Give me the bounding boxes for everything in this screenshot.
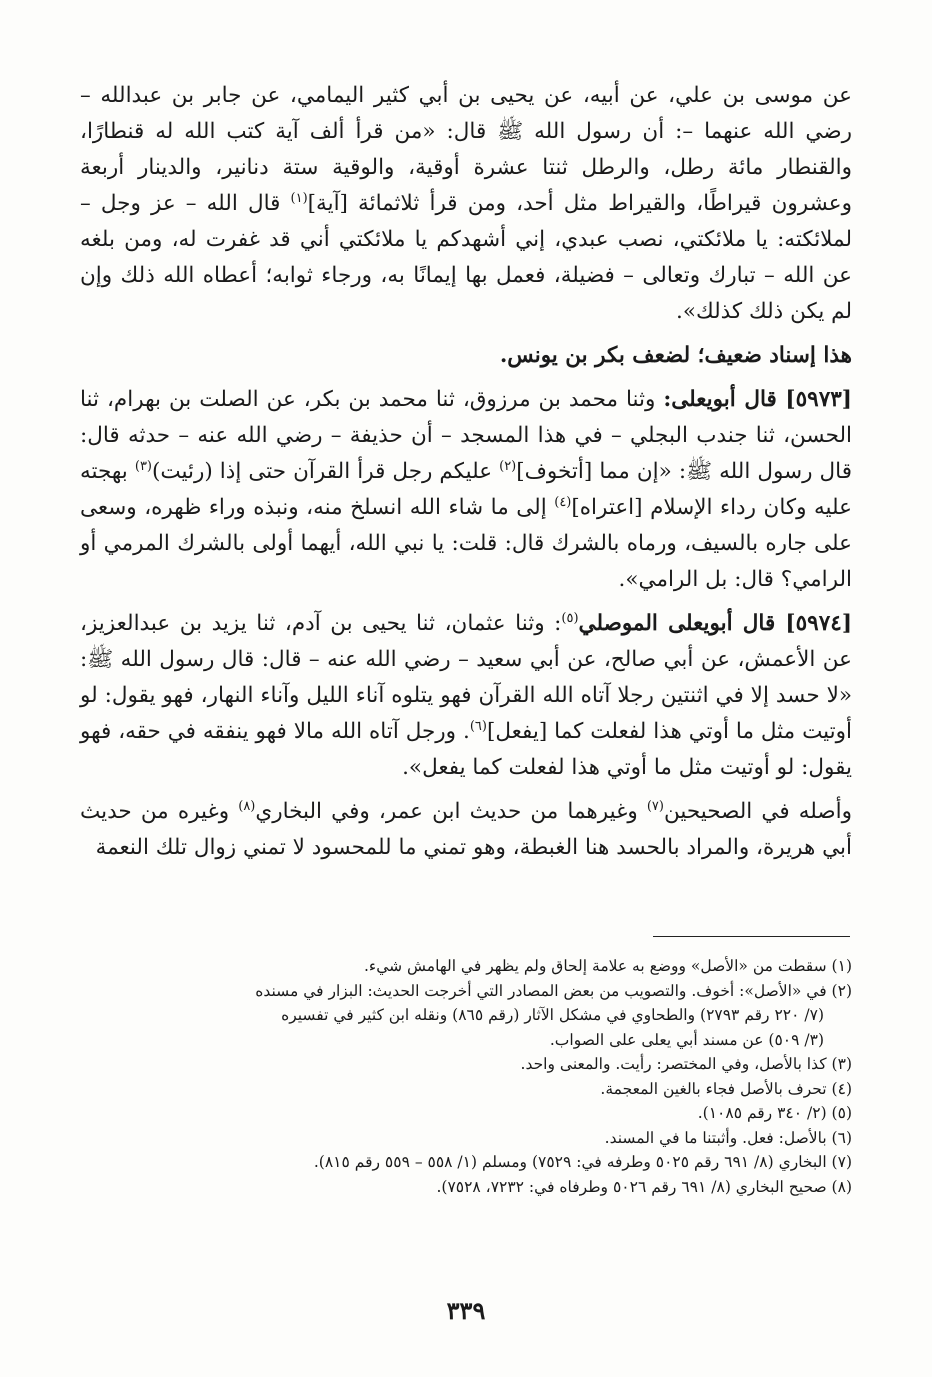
paragraph-text: : وثنا عثمان، ثنا يحيى بن آدم، ثنا يزيد بن عبدالعزيز، عن الأعمش، عن أبي صالح، عن أبي سعيد – رضي الله عنه – قال: قال رسول الله ﷺ: «لا حسد إلا في اثنتين رجلا آتاه الله القرآن فهو يتلوه آناء الليل وآناء النهار، فهو يقول: لو أوتيت مثل ما أوتي هذا لفعلت كما [يفعل] bbox=[80, 611, 853, 744]
hadith-number-5973: [٥٩٧٣] قال أبويعلى: bbox=[663, 387, 852, 412]
paragraph-text: إلى ما شاء الله انسلخ منه، ونبذه وراء ظهره، وسعى على جاره بالسيف، ورماه بالشرك قال: قلت: يا نبي الله، أيهما أولى بالشرك المرمي أو الرامي؟ قال: بل الرامي». bbox=[80, 495, 852, 592]
paragraph-text: . ورجل آتاه الله مالا فهو ينفقه في حقه، فهو يقول: لو أوتيت مثل ما أوتي هذا لفعلت كما يفعل». bbox=[80, 719, 852, 780]
footnote-ref-4[interactable]: (٤) bbox=[554, 494, 572, 510]
paragraph-text: وغيره من حديث أبي هريرة، والمراد بالحسد هنا الغبطة، وهو تمني ما للمحسود لا تمني زوال تلك النعمة bbox=[80, 799, 852, 860]
main-text bbox=[80, 78, 852, 874]
footnote-ref-8[interactable]: (٨) bbox=[238, 798, 256, 814]
paragraph-hadith-5973 bbox=[80, 382, 852, 598]
paragraph-text: عن موسى بن علي، عن أبيه، عن يحيى بن أبي كثير اليمامي، عن جابر بن عبدالله – رضي الله عنهما –: أن رسول الله ﷺ قال: «من قرأ ألف آية كتب الله له قنطارًا، والقنطار مائة رطل، والرطل ثنتا عشرة أوقية، والوقية ستة دنانير، والدينار أربعة وعشرون قيراطًا، والقيراط مثل أحد، ومن قرأ ثلاثمائة [آية] bbox=[80, 83, 852, 216]
footnote-2-continuation: (٧/ ٢٢٠ رقم ٢٧٩٣) والطحاوي في مشكل الآثار (رقم ٨٦٥) ونقله ابن كثير في تفسيره bbox=[281, 1006, 824, 1024]
paragraph-text: بهجته عليه وكان رداء الإسلام [اعتراه] bbox=[80, 459, 852, 520]
footnote-ref-5[interactable]: (٥) bbox=[561, 610, 579, 626]
hadith-number-5974: [٥٩٧٤] قال أبويعلى الموصلي bbox=[578, 611, 853, 636]
isnad-weakness-note: هذا إسناد ضعيف؛ لضعف بكر بن يونس. bbox=[499, 343, 852, 368]
footnote-ref-7[interactable]: (٧) bbox=[646, 798, 664, 814]
paragraph-commentary bbox=[80, 794, 852, 866]
footnote-ref-2[interactable]: (٢) bbox=[499, 458, 517, 474]
footnote-separator bbox=[653, 936, 850, 937]
footnote-3: (٣) كذا بالأصل، وفي المختصر: رأيت. والمعنى واحد. bbox=[520, 1055, 852, 1073]
footnote-2: (٢) في «الأصل»: أخوف. والتصويب من بعض المصادر التي أخرجت الحديث: البزار في مسنده bbox=[255, 981, 852, 1000]
paragraph-text: وثنا محمد بن مرزوق، ثنا محمد بن بكر، عن الصلت بن بهرام، ثنا الحسن، ثنا جندب البجلي – في هذا المسجد – أن حذيفة – رضي الله عنه – حدثه قال: قال رسول الله ﷺ: «إن مما [أتخوف] bbox=[80, 387, 852, 484]
paragraph-hadith-5974 bbox=[80, 606, 852, 786]
footnote-5: (٥) (٢/ ٣٤٠ رقم ١٠٨٥). bbox=[697, 1104, 852, 1122]
footnote-ref-1[interactable]: (١) bbox=[290, 190, 308, 206]
footnote-8: (٨) صحيح البخاري (٨/ ٦٩١ رقم ٥٠٢٦ وطرفاه في: ٧٢٣٢، ٧٥٢٨). bbox=[436, 1177, 852, 1196]
footnote-ref-3[interactable]: (٣) bbox=[134, 458, 152, 474]
paragraph-hadith-jabir bbox=[80, 78, 852, 330]
footnote-ref-6[interactable]: (٦) bbox=[469, 718, 487, 734]
page-number: ٣٣٩ bbox=[446, 1296, 486, 1325]
footnote-7: (٧) البخاري (٨/ ٦٩١ رقم ٥٠٢٥ وطرفه في: ٧٥٢٩) ومسلم (١/ ٥٥٨ – ٥٥٩ رقم ٨١٥). bbox=[313, 1153, 852, 1171]
footnote-2-continuation: (٣/ ٥٠٩) عن مسند أبي يعلى على الصواب. bbox=[549, 1030, 824, 1049]
footnote-1: (١) سقطت من «الأصل» ووضع به علامة إلحاق ولم يظهر في الهامش شيء. bbox=[364, 957, 852, 975]
paragraph-text: قال الله – عز وجل – لملائكته: يا ملائكتي، نصب عبدي، إني أشهدكم يا ملائكتي أني قد غفرت له، ومن بلغه عن الله – تبارك وتعالى – فضيلة، فعمل بها إيمانًا به، ورجاء ثوابه؛ أعطاه الله ذلك وإن لم يكن ذلك كذلك». bbox=[80, 191, 852, 324]
footnote-4: (٤) تحرف بالأصل فجاء بالغين المعجمة. bbox=[600, 1079, 852, 1098]
paragraph-text: وغيرهما من حديث ابن عمر، وفي البخاري bbox=[255, 799, 647, 824]
footnote-6: (٦) بالأصل: فعل. وأثبتنا ما في المسند. bbox=[604, 1128, 852, 1147]
paragraph-text: وأصله في الصحيحين bbox=[663, 799, 852, 824]
footnotes bbox=[80, 954, 852, 1199]
paragraph-text: عليكم رجل قرأ القرآن حتى إذا (رئيت) bbox=[152, 459, 500, 484]
